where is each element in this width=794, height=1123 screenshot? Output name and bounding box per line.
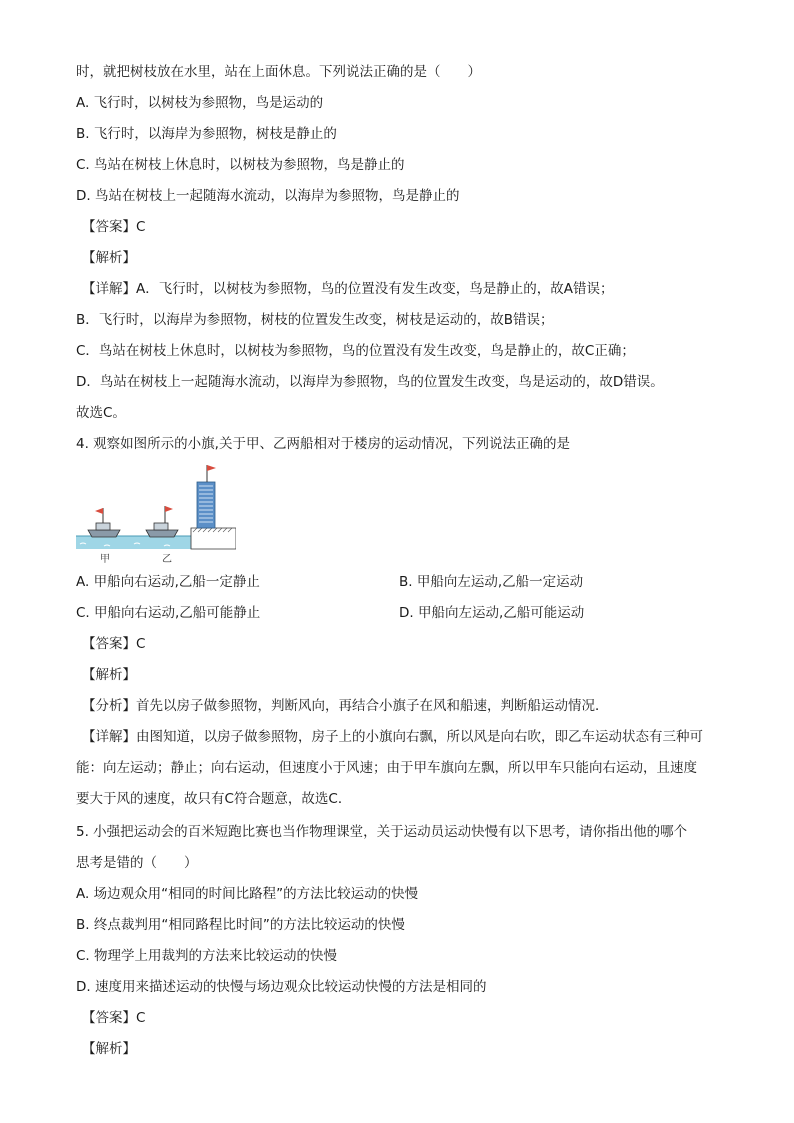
- option-d: D. 速度用来描述运动的快慢与场边观众比较运动快慢的方法是相同的: [76, 979, 487, 995]
- explanation-line: 【详解】A．飞行时，以树枝为参照物，鸟的位置没有发生改变，鸟是静止的，故A错误；: [82, 281, 614, 297]
- option-d: D. 鸟站在树枝上一起随海水流动，以海岸为参照物，鸟是静止的: [76, 188, 460, 204]
- analysis-heading: 【解析】: [82, 1041, 136, 1057]
- question-5-stem: 思考是错的（ ）: [76, 855, 198, 871]
- water: [76, 536, 191, 549]
- option-c: C. 鸟站在树枝上休息时，以树枝为参照物，鸟是静止的: [76, 157, 405, 173]
- option-a: A. 场边观众用“相同的时间比路程”的方法比较运动的快慢: [76, 886, 419, 902]
- analysis-heading: 【解析】: [82, 250, 136, 266]
- flag-yi-right: [165, 506, 173, 512]
- explanation-line: D．鸟站在树枝上一起随海水流动，以海岸为参照物，鸟的位置发生改变，鸟是运动的，故D错误。: [76, 374, 664, 390]
- answer: 【答案】C: [82, 219, 146, 235]
- question-4-stem: 4. 观察如图所示的小旗,关于甲、乙两船相对于楼房的运动情况，下列说法正确的是: [76, 436, 570, 452]
- option-a: A. 飞行时，以树枝为参照物，鸟是运动的: [76, 95, 324, 111]
- option-b: B. 飞行时，以海岸为参照物，树枝是静止的: [76, 126, 337, 142]
- option-a: A. 甲船向右运动,乙船一定静止: [76, 574, 260, 590]
- shore: [191, 528, 236, 549]
- question-5-stem: 5. 小强把运动会的百米短跑比赛也当作物理课堂，关于运动员运动快慢有以下思考，请你指出他的哪个: [76, 824, 688, 840]
- flag-jia-left: [95, 508, 103, 514]
- explanation-line: 要大于风的速度，故只有C符合题意，故选C．: [76, 791, 352, 807]
- answer: 【答案】C: [82, 1010, 146, 1026]
- label-jia: 甲: [100, 554, 110, 565]
- flag-building-right: [207, 465, 216, 471]
- explanation-line: B．飞行时，以海岸为参照物，树枝的位置发生改变，树枝是运动的，故B错误；: [76, 312, 554, 328]
- option-c: C. 甲船向右运动,乙船可能静止: [76, 605, 261, 621]
- label-yi: 乙: [162, 554, 172, 565]
- analysis-line: 【分析】首先以房子做参照物，判断风向，再结合小旗子在风和船速，判断船运动情况．: [82, 698, 609, 714]
- boat-yi: [146, 506, 178, 537]
- boats-and-building-figure: [76, 462, 236, 570]
- building: [197, 465, 216, 528]
- option-d: D. 甲船向左运动,乙船可能运动: [399, 605, 585, 621]
- option-b: B. 终点裁判用“相同路程比时间”的方法比较运动的快慢: [76, 917, 405, 933]
- explanation-line: C．鸟站在树枝上休息时，以树枝为参照物，鸟的位置没有发生改变，鸟是静止的，故C正确；: [76, 343, 635, 359]
- option-c: C. 物理学上用裁判的方法来比较运动的快慢: [76, 948, 338, 964]
- question-3-stem-end: 时，就把树枝放在水里，站在上面休息。下列说法正确的是（ ）: [76, 64, 481, 80]
- option-b: B. 甲船向左运动,乙船一定运动: [399, 574, 584, 590]
- boat-jia: [88, 508, 120, 537]
- explanation-line: 【详解】由图知道，以房子做参照物，房子上的小旗向右飘，所以风是向右吹，即乙车运动状态有三种可: [82, 729, 703, 745]
- conclusion: 故选C。: [76, 405, 126, 421]
- analysis-heading: 【解析】: [82, 667, 136, 683]
- answer: 【答案】C: [82, 636, 146, 652]
- explanation-line: 能：向左运动；静止；向右运动，但速度小于风速；由于甲车旗向左飘，所以甲车只能向右运动，且速度: [76, 760, 697, 776]
